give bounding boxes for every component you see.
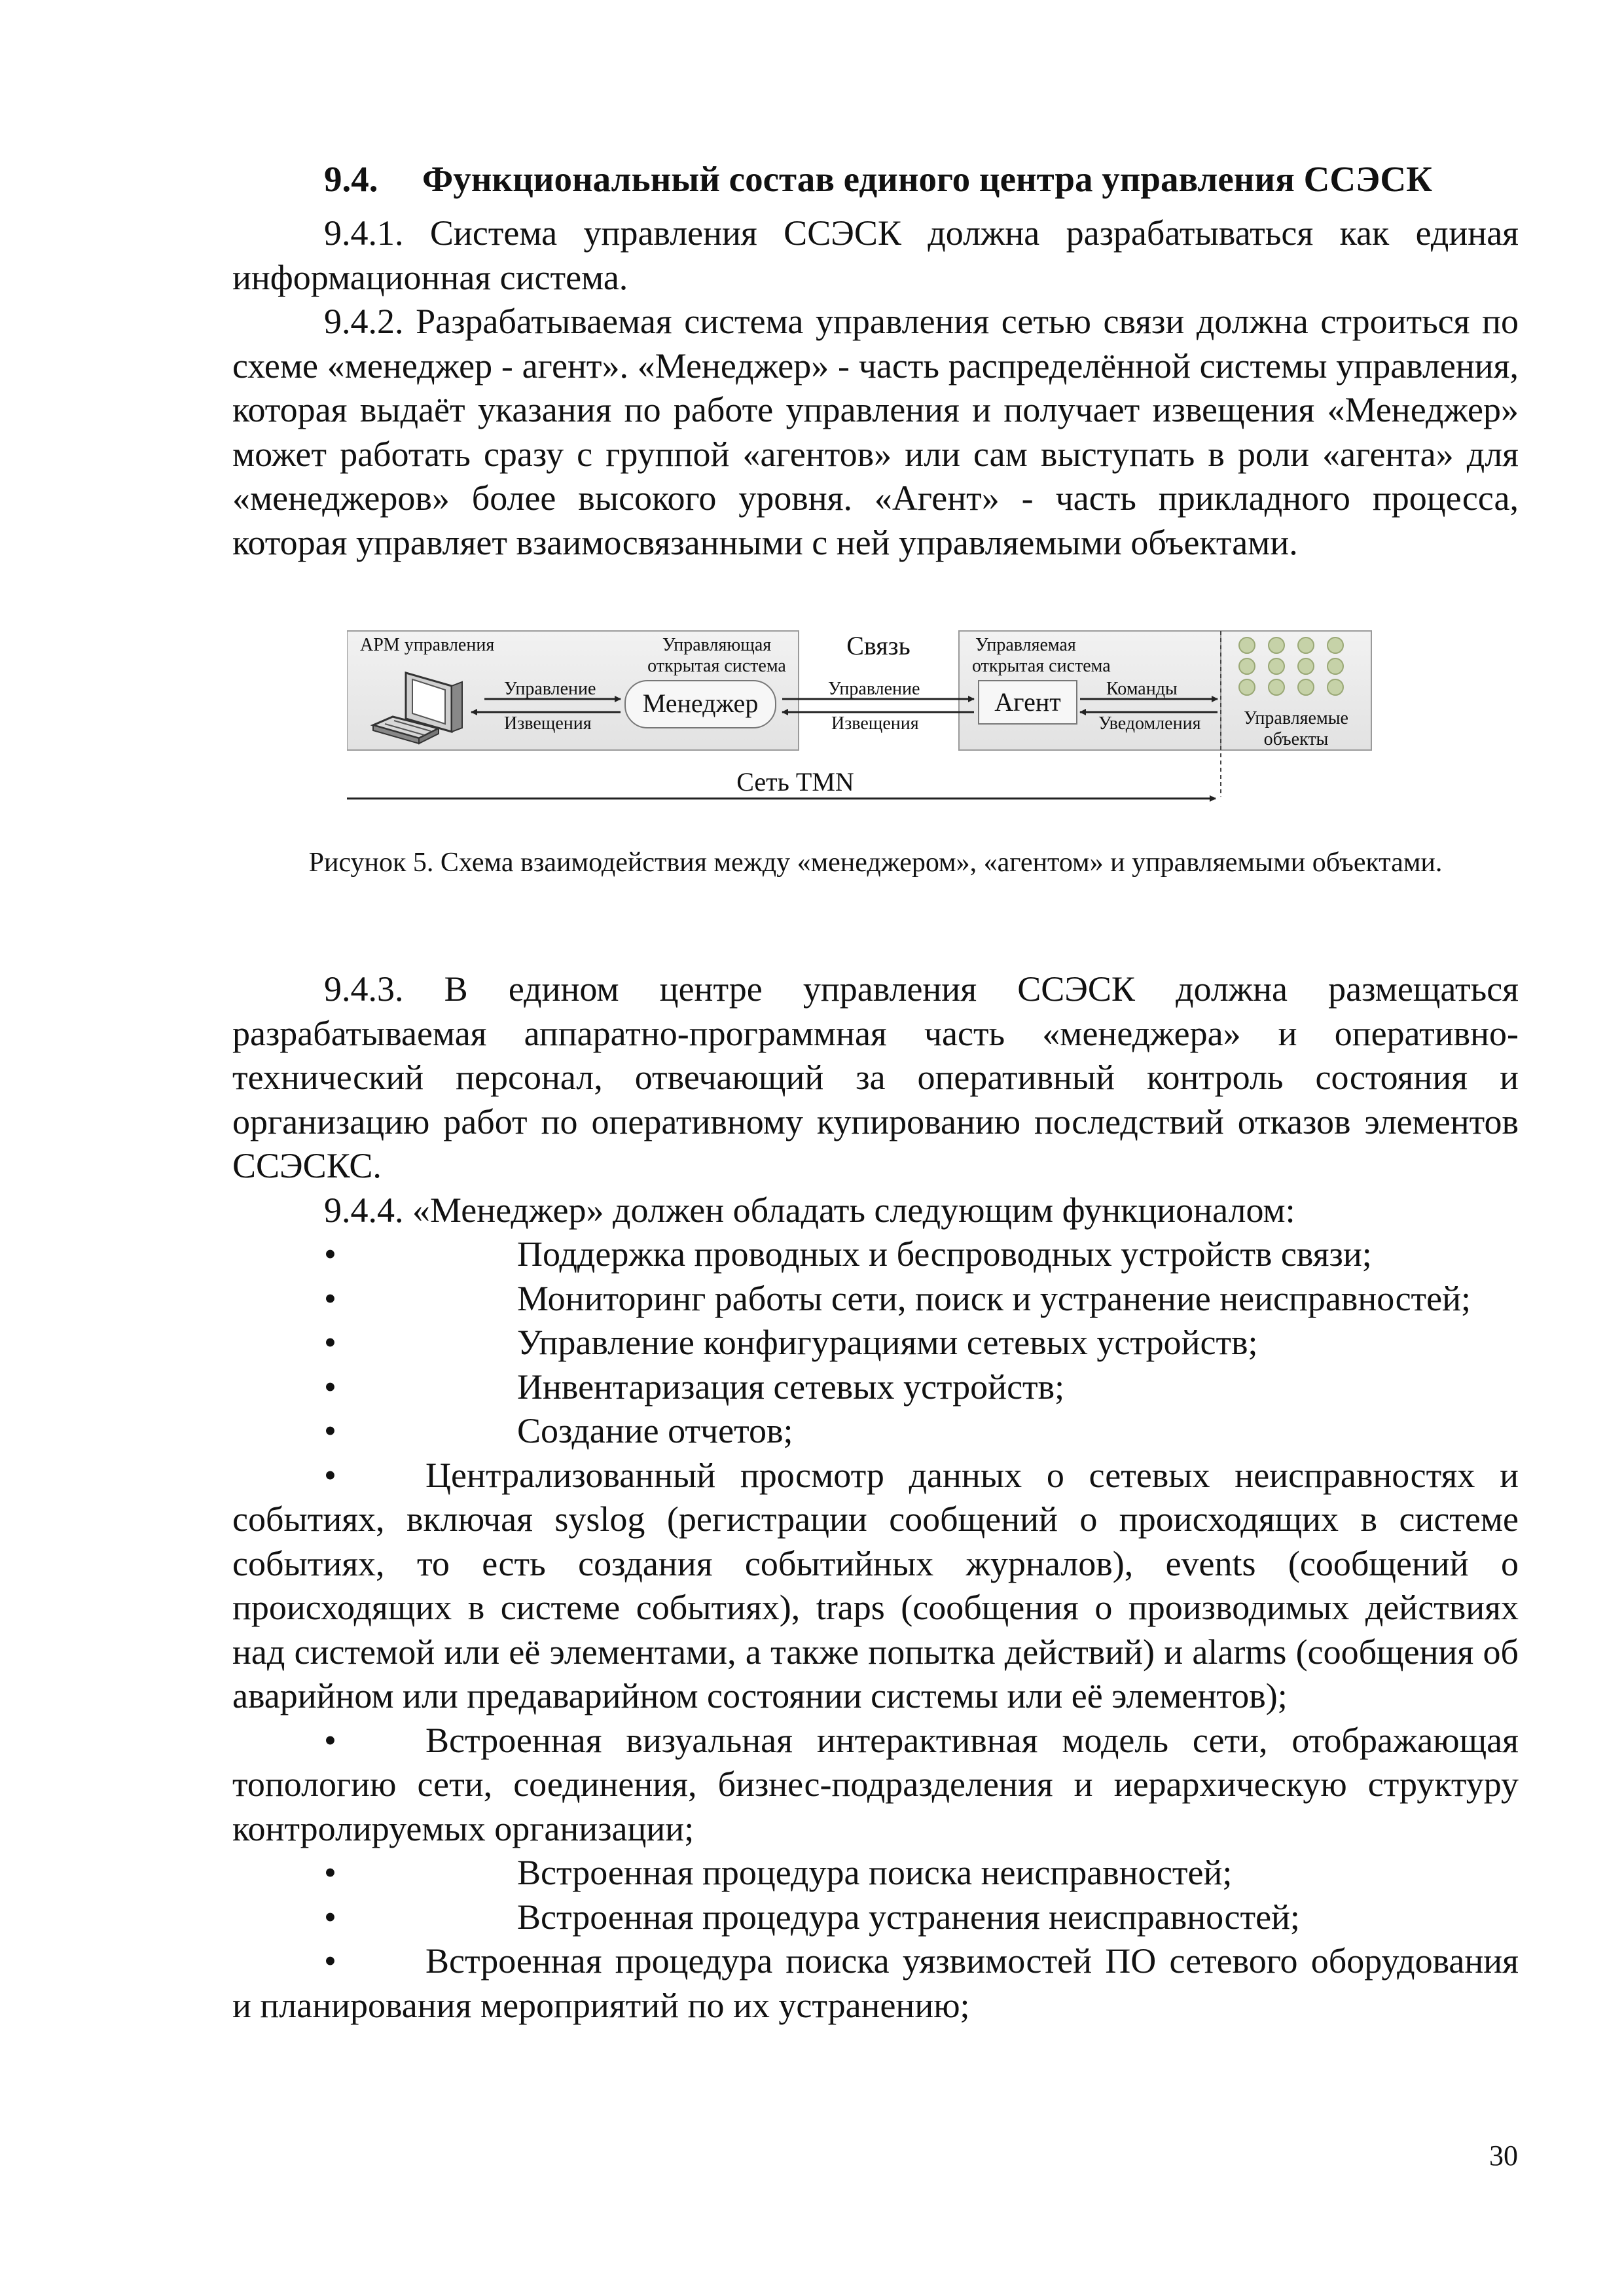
bullet-icon: • <box>324 1367 336 1407</box>
control-left-label: Управление <box>504 679 596 699</box>
bullet-icon: • <box>324 1455 336 1495</box>
bullet-icon: • <box>324 1897 336 1937</box>
agent-system-label-1: Управляемая <box>975 635 1076 655</box>
list-item: • Встроенная визуальная интерактивная модель сети, отображающая топологию сети, соединения, бизнес-подразделения и иерархическую структуру контролируемых организации; <box>232 1719 1519 1852</box>
list-item: • Управление конфигурациями сетевых устройств; <box>232 1321 1519 1365</box>
managed-objects-label-2: объекты <box>1263 729 1329 749</box>
bullet-icon: • <box>324 1853 336 1892</box>
notifications-label: Уведомления <box>1098 713 1201 734</box>
page-number: 30 <box>1489 2140 1518 2172</box>
bullet-icon: • <box>324 1234 336 1274</box>
notify-mid-label: Извещения <box>831 713 919 734</box>
commands-label: Команды <box>1106 679 1178 699</box>
bullet-icon: • <box>324 1720 336 1760</box>
managed-objects-label-1: Управляемые <box>1244 708 1348 728</box>
paragraph-9-4-1: 9.4.1. Система управления ССЭСК должна разрабатываться как единая информационная система. <box>232 213 1519 297</box>
figure-caption: Рисунок 5. Схема взаимодействия между «менеджером», «агентом» и управляемыми объектами. <box>308 848 1443 878</box>
notify-left-label: Извещения <box>504 713 592 734</box>
paragraph-9-4-2: 9.4.2. Разрабатываемая система управления сетью связи должна строиться по схеме «менеджер - агент». «Менеджер» - часть распределённой системы управления, которая выдаёт указания по работе управления и получает извещения «Менеджер» может работать сразу с группой «агентов» или сам выступать в роли «агента» для «менеджеров» более высокого уровня. «Агент» - часть прикладного процесса, которая управляет взаимосвязанными с ней управляемыми объектами. <box>232 302 1519 562</box>
diagram-svg <box>347 627 1381 830</box>
section-title: Функциональный состав единого центра управления ССЭСК <box>422 159 1432 199</box>
manager-label: Менеджер <box>642 689 759 718</box>
list-item: • Инвентаризация сетевых устройств; <box>232 1365 1519 1410</box>
bullet-icon: • <box>324 1941 336 1981</box>
bullet-icon: • <box>324 1278 336 1318</box>
figure-manager-agent-diagram <box>347 627 1381 830</box>
intro-text <box>232 211 1519 565</box>
agent-label: Агент <box>994 687 1061 717</box>
section-number: 9.4. <box>324 159 378 199</box>
section-heading <box>324 157 1555 202</box>
paragraph-9-4-3: 9.4.3. В едином центре управления ССЭСК должна размещаться разрабатываемая аппаратно-программная часть «менеджера» и оперативно-технический персонал, отвечающий за оперативный контроль состояния и организацию работ по оперативному купированию последствий отказов элементов ССЭСКС. <box>232 969 1519 1185</box>
list-item: • Встроенная процедура поиска неисправностей; <box>232 1851 1519 1895</box>
list-item: • Встроенная процедура поиска уязвимостей ПО сетевого оборудования и планирования мероприятий по их устранению; <box>232 1939 1519 2028</box>
agent-system-label-2: открытая система <box>972 656 1111 676</box>
control-mid-label: Управление <box>828 679 920 699</box>
link-label: Связь <box>846 631 911 660</box>
manager-system-label-2: открытая система <box>647 656 786 676</box>
list-item: • Мониторинг работы сети, поиск и устранение неисправностей; <box>232 1277 1519 1321</box>
arm-label: АРМ управления <box>360 635 495 655</box>
bullet-icon: • <box>324 1323 336 1362</box>
network-label: Сеть TMN <box>736 767 854 797</box>
list-item: • Централизованный просмотр данных о сетевых неисправностях и событиях, включая syslog (регистрации сообщений о происходящих в системе событиях, то есть создания событийных журналов), events (сообщений о происходящих в системе событиях), traps (сообщения о производимых действиях над системой или её элементами, а также попытка действий) и alarms (сообщения об аварийном или предаварийном состоянии системы или её элементов); <box>232 1454 1519 1719</box>
bullet-icon: • <box>324 1411 336 1450</box>
list-item: • Создание отчетов; <box>232 1409 1519 1454</box>
list-item: • Встроенная процедура устранения неисправностей; <box>232 1895 1519 1940</box>
list-item: • Поддержка проводных и беспроводных устройств связи; <box>232 1232 1519 1277</box>
body-text <box>232 967 1519 2028</box>
paragraph-9-4-4: 9.4.4. «Менеджер» должен обладать следующим функционалом: <box>324 1190 1295 1230</box>
manager-system-label-1: Управляющая <box>662 635 772 655</box>
